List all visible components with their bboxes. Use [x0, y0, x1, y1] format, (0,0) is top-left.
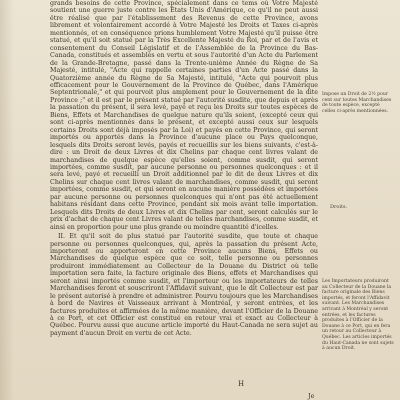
binding-shadow: [0, 0, 14, 400]
paragraph-2: II. Et qu'il soit de plus statué par l'autorité susdite, que toute et chaque personne ou personnes quelconques, qui, après la passation du présent Acte, importeront ou apporteront en cette Province aucuns Biens, Effets ou Marchandises de quelque espèce que ce soit, telle personne ou personnes produiront immédiatement au Collecteur de la Douane du District où telle importation sera faite, la facture originale des Biens, effets et Marchandises qui seront ainsi importés comme susdit, et l'importeur ou les importateurs de telles Marchandises feront et souscriront l'Affidavit suivant, que le dit Collecteur est par le présent autorisé à prendre et administrer. Pourvu toujours que les Marchandises à bord de Navires et Vaisseaux arrivant à Montréal, y seront entrées, et les factures produites et affirmées de la même manière, devant l'Officier de la Douane à ce Port, et cet Officier est constitué en retour vrai et exact au Collecteur à Québec. Pourvu aussi que aucune article importé du Haut-Canada ne sera sujet au payment d'aucun Droit en vertu de cet Acte.: [50, 233, 318, 337]
margin-note-droits: Droits.: [330, 204, 348, 210]
paragraph-1: grands besoins de cette Province, spécialement dans ce tems où Votre Majesté soutient une guerre juste contre les États Unis d'Amérique, ce qu'il ne peut aussi être réalisé que par l'établissement des Revenus de cette Province, avons librement et volontairement accordé à Votre Majesté les Droits et Taxes ci-après mentionnés, et en conséquence prions humblement Votre Majesté qu'il puisse être statué, et qu'il soit statué par la Très Excellente Majesté du Roi, par et de l'avis et consentement du Conseil Législatif et de l'Assemblée de la Province du Bas-Canada, constitués et assemblés en vertu et sous l'autorité d'un Acte du Parlement de la Grande-Bretagne, passé dans la Trente-unième Année du Règne de Sa Majesté, intitulé, "Acte qui rappelle certaines parties d'un Acte passé dans la Quatorzième année du Règne de Sa Majesté, intitulé, "Acte qui pourvoit plus efficacement pour le Gouvernement de la Province de Québec, dans l'Amérique Septentrionale," et qui pourvoit plus amplement pour le Gouvernement de la dite Province ;" et il est par le présent statué par l'autorité susdite, que depuis et après la passation du présent, il sera levé, payé et reçu les Droits sur toutes espèces de Biens, Effets et Marchandises de quelque nature qu'ils soient, (excepté ceux qui sont ci-après mentionnés dans le présent, et excepté aussi ceux sur lesquels certains Droits sont déjà imposés par la Loi) et payés en cette Province, qui seront importés ou apportés dans la Province d'aucune place ou Pays quelconque, lesquels dits Droits seront levés, payés et recueillis sur les biens suivants, c'est-à-dire : un Droit de deux Livres et dix Chelins par chaque cent livres valant de marchandises de quelque espèce qu'elles soient, comme susdit, qui seront importées, comme susdit, par aucune personne ou personnes quelconques : et il sera levé, payé et recueilli un Droit additionnel par le dit de deux Livres et dix Chelins sur chaque cent livres valant de marchandises, comme susdit, qui seront importées, comme susdit, et qui seront en aucune manière possédées et importées par aucune personne ou personnes quelconques qui n'ont pas été actuellement habitans résidant dans cette Province, pendant six mois avant telle importation. Lesquels dits Droits de deux Livres et dix Chelins par cent, seront calculés sur le prix d'achat de chaque cent Livres valant de telles marchandises, comme susdit, et ainsi en proportion pour une plus grande ou moindre quantité d'icelles.: [50, 0, 318, 231]
margin-note-importers: Les Importateurs produiront au Collecteur de la Douane la facture originale des Biens importés, et feront l'Affidavit suivant. Les Marchandises arrivant à Montréal y seront entrées, et les factures produites à l'Officier de la Douane à ce Port, qui en fera un retour au Collecteur à Québec. Les articles importés du Haut-Canada ne sont sujets à aucun Droit.: [322, 279, 394, 352]
main-text-column: [50, 0, 318, 337]
catchword: Je: [308, 392, 315, 400]
margin-note-duty: Impose un Droit de 2½ pour cent sur toutes Marchandises de toute espèce, excepté celles ci-après mentionnées.: [322, 92, 392, 114]
signature-mark: H: [238, 380, 246, 388]
